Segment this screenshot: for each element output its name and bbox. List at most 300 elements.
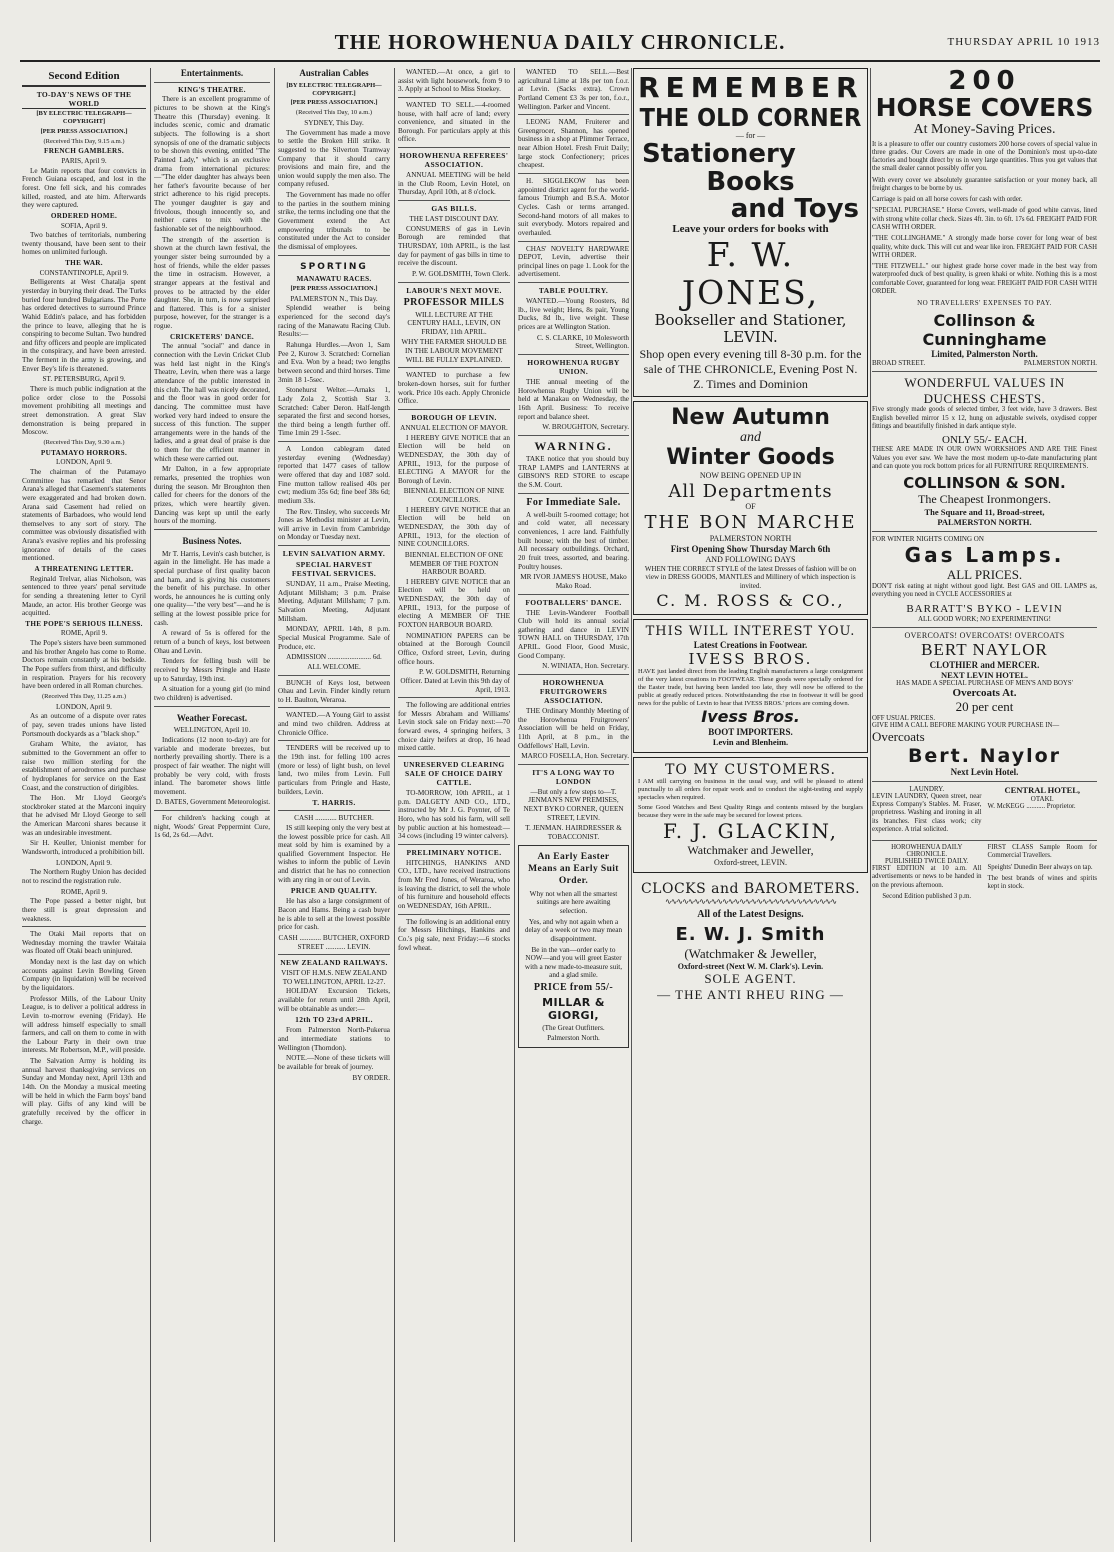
divider <box>518 493 629 494</box>
next-hotel: Next Levin Hotel. <box>950 766 1019 777</box>
advert-text: FIRST EDITION at 10 a.m. All advertisements or news to be handed in on the previous afternoon. <box>872 865 982 889</box>
divider <box>278 675 390 676</box>
old-corner-heading: THE OLD CORNER <box>639 102 862 132</box>
advert-text: NOTE.—None of these tickets will be available for break of journey. <box>278 1054 390 1071</box>
story-text: Le Matin reports that four convicts in French Guiana escaped, and lost in the forest. One fell sick, and his comrades killed, roasted, and ate him. Afterwards they were captured. <box>22 166 146 210</box>
first-opening: First Opening Show Thursday March 6th <box>670 543 831 554</box>
dateline: LONDON, April 9. <box>56 702 112 711</box>
cheapest-ironmongers: The Cheapest Ironmongers. <box>918 492 1051 507</box>
advert-text: CHAS' NOVELTY HARDWARE DEPOT, Levin, advertise their principal lines on page 1. Look for the advertisement. <box>518 244 629 279</box>
received-line: (Received This Day, 9.15 a.m.) <box>43 137 125 145</box>
levin-line: LEVIN. <box>723 327 778 346</box>
divider <box>872 840 1097 841</box>
oxford-street: Oxford-street, LEVIN. <box>713 858 788 868</box>
discount: 20 per cent <box>955 698 1014 714</box>
advert-text: "THE FITZWELL." our highest grade horse cover made in the best way from waterproofed duck of best quality, is green khaki or white. Nothing this is a most comfortable Cover, guaranteed for long wear. FREIGHT PAID FOR CASH WITH ORDER. <box>872 263 1097 295</box>
signature: MR IVOR JAMES'S HOUSE, Mako Mako Road. <box>520 573 627 590</box>
advert-subheading: VISIT OF H.M.S. NEW ZEALAND TO WELLINGTON, APRIL 12-27. <box>281 969 387 986</box>
leave-orders: Leave your orders for books with <box>672 223 829 236</box>
story-heading: CRICKETERS' DANCE. <box>169 332 255 341</box>
for-line: — for — <box>735 131 766 141</box>
divider <box>398 844 510 845</box>
cc-name: Collinson & Cunninghame <box>922 311 1047 350</box>
hotel-notice <box>988 844 1098 900</box>
footwear-line: Latest Creations in Footwear. <box>693 639 808 650</box>
story-text: Stonehurst Welter.—Arnaks 1, Lady Zola 2, Scottish Star 3. Scratched: Caber Deron. Half-length separated the first and second horses, the third being a length further off. Time 1min 29 1-5sec. <box>278 386 390 438</box>
dateline: WELLINGTON, April 10. <box>173 726 251 735</box>
story-text: The Rev. Tinsley, who succeeds Mr Jones as Methodist minister at Levin, will arrive in Levin from Cambridge on Monday or Tuesday next. <box>278 507 390 542</box>
glackin-advert <box>633 757 868 874</box>
advert-text: The following is an additional entry for Messrs Hitchings, Hankins and Co.'s pig sale, next Friday:—6 stocks fowl wheat. <box>398 917 510 952</box>
anti-rheu-ring: — THE ANTI RHEU RING — <box>657 987 844 1003</box>
new-autumn-heading: New Autumn <box>671 405 830 431</box>
divider <box>154 810 270 811</box>
advert-heading: PRELIMINARY NOTICE. <box>406 847 502 857</box>
kicker: [PER PRESS ASSOCIATION.] <box>290 99 378 107</box>
palmerston-line: PALMERSTON NORTH <box>709 533 792 543</box>
cc-address <box>872 359 1097 367</box>
received-line: (Received This Day, 10 a.m.) <box>295 109 373 117</box>
off-usual: OFF USUAL PRICES. <box>872 714 936 722</box>
advert-text: NOMINATION PAPERS can be obtained at the Borough Council Office, Oxford street, Levin, during office hours. <box>398 631 510 666</box>
give-call: GIVE HIM A CALL BEFORE MAKING YOUR PURCHASE IN— <box>872 721 1060 729</box>
dateline: ROME, April 9. <box>60 887 108 896</box>
ivess-text: HAVE just landed direct from the leading English manufacturers a large consignment of the very latest creations in FOOTWEAR. These goods were specially ordered for the Easter trade, but having been landed too late, they will now be offered to the public at greatly reduced prices. Notwithstanding the rise in footwear it will be good news for the public of Levin to hear that IVESS BROS.' prices are coming down. <box>638 668 863 707</box>
cash-butcher: CASH ............ BUTCHER, OXFORD STREET ........... LEVIN. <box>278 933 390 951</box>
story-text: There is much public indignation at the police order close to the Possolsi movement prohibiting all meetings and street demonstration. A great Slav demonstration is being prepared in Moscow. <box>22 385 146 437</box>
divider <box>398 147 510 148</box>
story-text: The Government has made a move to settle the Broken Hill strike. It suggested to the Silverton Tramway Company that it should carry provisions and main fire, and the union would supply the men also. The company refused. <box>278 128 390 189</box>
old-corner-advert <box>633 68 868 397</box>
published-twice: PUBLISHED TWICE DAILY. <box>885 858 969 866</box>
advert-heading: HOROWHENUA FRUITGROWERS ASSOCIATION. <box>539 677 608 705</box>
advert-text: WHY THE FARMER SHOULD BE IN THE LABOUR MOVEMENT WILL BE FULLY EXPLAINED. <box>401 338 507 364</box>
column-rule <box>631 68 632 1542</box>
advert-subheading: BIENNIAL ELECTION OF NINE COUNCILLORS. <box>403 487 505 505</box>
advert-text: CONSUMERS of gas in Levin Borough are reminded that THURSDAY, 10th APRIL, is the last day for payment of gas bills in time to receive the discount. <box>398 224 510 268</box>
smith-name: E. W. J. Smith <box>675 924 826 946</box>
column-classifieds <box>518 68 629 1542</box>
advert-text: Speights' Dunedin Beer always on tap. <box>987 863 1093 871</box>
story-text: Splendid weather is being experienced for the second day's racing of the Manawatu Racing Club. Results:— <box>278 304 390 339</box>
advert-subheading: BIENNIAL ELECTION OF ONE MEMBER OF THE FOXTON HARBOUR BOARD. <box>404 550 504 577</box>
bottom-notices <box>872 785 1097 837</box>
laundry-heading: LAUNDRY. <box>909 784 945 793</box>
advert-heading: LABOUR'S NEXT MOVE. <box>406 285 502 295</box>
following-days: AND FOLLOWING DAYS <box>705 554 796 564</box>
cc-limited: Limited, Palmerston North. <box>931 349 1038 360</box>
chests-heading: WONDERFUL VALUES IN DUCHESS CHESTS. <box>904 375 1065 406</box>
story-text: Tenders for felling bush will be received by Messrs Pringle and Haste up to Saturday, 19th inst. <box>154 657 270 683</box>
advert-heading: HOROWHENUA REFEREES' ASSOCIATION. <box>399 151 509 170</box>
story-text: As an outcome of a dispute over rates of pay, seven trades unions have listed Portsmouth dockyards as a "black shop." <box>22 712 146 738</box>
bottom-notices-2 <box>872 844 1097 900</box>
advert-heading: An Early Easter Means an Early Suit Order. <box>528 851 619 887</box>
section-heading: Australian Cables <box>299 68 369 78</box>
winter-goods-heading: Winter Goods <box>666 445 835 471</box>
advert-text: Carriage is paid on all horse covers for cash with order. <box>872 196 1023 204</box>
story-text: The chairman of the Putamayo Committee has remarked that Senor Arana's alleged that Casement's statements were exaggerated and had broken down. Arana said Casement had relied on statements of Barbadoes, who would lend themselves to any sort of story. The committee was obviously dissatisfied with Arana's evasive replies and his professing ignorance of details of the cases mentioned. <box>22 467 146 563</box>
firm-name: MILLAR & GIORGI, <box>542 996 605 1023</box>
departments-heading: All Departments <box>668 480 833 502</box>
divider <box>278 810 390 811</box>
divider <box>398 697 510 698</box>
advert-text: WANTED.—A Young Girl to assist and mind two children. Address at Chronicle Office. <box>278 711 390 737</box>
divider <box>398 97 510 98</box>
story-text: Graham White, the aviator, has submitted to the Government an offer to raise two million sterling for the establishment of aerodromes and purchase of hydroplanes for service on the East Coast, and the construction of dirigibles. <box>22 740 146 792</box>
story-text: A London cablegram dated yesterday evening (Wednesday) reported that 1477 cases of tallow were offered that day and 1087 sold. Fine mutton tallow realised 40s per cwt; medium 35s 6d; fine beef 38s 6d; medium 33s. <box>278 445 390 505</box>
column-rule <box>870 68 871 1542</box>
right-ads-column <box>872 68 1097 1542</box>
story-text: Mr T. Harris, Levin's cash butcher, is again in the limelight. He has made a special purchase of first quality bacon and ham, and is giving his customers the benefit of his purchase. In other words, he announces he is cutting only one quality—"the very best"—and he is selling at the lowest possible price for cash. <box>154 549 270 627</box>
otaki: OTAKI. <box>1030 794 1054 803</box>
column-rule <box>274 68 275 1542</box>
advert-text: ANNUAL MEETING will be held in the Club Room, Levin Hotel, on Thursday, April 10th, at 8 o'clock. <box>398 171 510 197</box>
story-heading: THE POPE'S SERIOUS ILLNESS. <box>25 619 143 628</box>
dateline: SYDNEY, This Day. <box>304 118 364 127</box>
story-text: The annual "social" and dance in connection with the Levin Cricket Club was held last night in the King's Theatre, Levin, when there was a large attendance of the public interested in this club. The hall was nicely decorated, and the floor was in good order for dancing. The committee must have worked very hard indeed to ensure the success of this function. The supper arrangements were in the hands of the ladies, and a great deal of praise is due to them for the efficient manner in which these were carried out. <box>154 342 270 463</box>
smith-address: Oxford-street (Next W. M. Clark's). Levin. <box>677 961 824 971</box>
divider <box>872 781 1097 782</box>
divider <box>278 441 390 442</box>
classified-ad <box>518 177 629 237</box>
advert-heading: IT'S A LONG WAY TO LONDON <box>532 767 615 786</box>
designs-line: All of the Latest Designs. <box>697 909 804 921</box>
divider <box>278 740 390 741</box>
clocks-heading: CLOCKS and BAROMETERS. <box>640 881 861 898</box>
advert-heading: SPECIAL HARVEST FESTIVAL SERVICES. <box>291 560 377 579</box>
advert-heading: UNRESERVED CLEARING SALE OF CHOICE DAIRY CATTLE. <box>403 760 505 787</box>
advert-text: THESE ARE MADE IN OUR OWN WORKSHOPS AND ARE THE Finest Values you ever saw. We have the most modern up-to-date manufacturing plant and can quote you rock bottom prices for all FURNITURE REQUIREMENTS. <box>872 446 1097 470</box>
signature: P. W. GOLDSMITH, Town Clerk. <box>412 269 510 278</box>
bon-marche-name: THE BON MARCHE <box>644 512 857 534</box>
section-heading: Entertainments. <box>180 68 244 78</box>
divider <box>278 545 390 546</box>
advert-text: The best brands of wines and spirits kept in stock. <box>987 874 1097 891</box>
column-entertainments <box>154 68 270 1542</box>
ivess-advert <box>633 619 868 753</box>
masthead <box>20 30 1100 60</box>
classified-ad <box>398 68 510 94</box>
customers-text: Some Good Watches and Best Quality Rings and contents missed by the burglars because they were in the safe may be secured for lowest prices. <box>638 803 863 819</box>
story-text: There is an excellent programme of pictures to be shown at the King's Theatre this (Thursday) evening. It includes scenic, comic and dramatic subjects. The following is a short synopsis of one of the dramatic subjects to be shown this evening, entitled "The Painted Lady," which is an exclusive drama from international pictures:—"The elder daughter has always been her father's favourite because of her strict adherence to his rigid precepts. The younger daughter is gay and frivolous, though innocently so, and neither cares to mix with the fashionable set of the neighbourhood. <box>154 95 270 234</box>
advert-text: "SPECIAL PURCHASE." Horse Covers, well-made of good white canvas, lined with strong white collar check. Sizes 4ft. 3in. to 6ft. 17s 6d. FREIGHT PAID FOR CASH WITH ORDER. <box>872 207 1097 232</box>
story-heading: A THREATENING LETTER. <box>34 565 134 573</box>
sole-agent: SOLE AGENT. <box>704 971 797 987</box>
overcoats-banner: OVERCOATS! OVERCOATS! OVERCOATS <box>904 630 1065 640</box>
advert-heading: HOROWHENUA RUGBY UNION. <box>527 357 620 376</box>
classified-ad <box>518 245 629 280</box>
divider <box>518 173 629 174</box>
horse-covers-advert <box>872 68 1097 367</box>
column-world-news <box>22 68 146 1542</box>
story-text: Mr Dalton, in a few appropriate remarks, presented the trophies won during the season. Mr Broughton then called for cheers for the donors of the prizes, which were heartily given. Dancing was kept up until the early hours of the morning. <box>154 465 270 526</box>
story-text: The Pope's sisters have been summoned and his brother Angelo has come to Rome. Doctors remain constantly at his bedside. The Pope suffers from thirst, and difficulty in respiration. Prayers for his recovery have been ordered in all Roman churches. <box>22 639 146 691</box>
advert-text: Five strongly made goods of selected timber, 3 feet wide, have 3 drawers. Best English bevelled mirror 15 x 12, hung on adjustable swivels, oxydised copper fittings and beautifully finished in dark antique style. <box>872 406 1097 431</box>
story-heading: THE WAR. <box>65 259 103 268</box>
advert-text: IS still keeping only the very best at the lowest possible price for cash. All meat sold by him is examined by a qualified Government Inspector. He wishes to inform the public of Levin and district that he has no connection with any ring in or out of Levin. <box>278 823 390 884</box>
central-hotel-advert <box>988 785 1098 837</box>
stationery-heading: Stationery <box>642 139 796 170</box>
advert-heading: NEW ZEALAND RAILWAYS. <box>280 958 388 968</box>
advert-text: He has also a large consignment of Bacon and Hams. Being a cash buyer he is able to sell at the lowest possible price for cash. <box>278 897 390 932</box>
bert-naylor-logo: Bert. Naylor <box>907 744 1062 767</box>
advert-text: A well-built 5-roomed cottage; hot and cold water, all necessary conveniences, 1 acre land. Faithfully built house; with the best of timber. All necessary outbuildings. Orchard, 20 fruit trees, assorted, and bearing. Poultry houses. <box>518 510 629 571</box>
watchmaker-line: (Watchmaker & Jeweller, <box>684 945 817 961</box>
advert-text: I HEREBY GIVE NOTICE that an Election will be held on WEDNESDAY, the 30th day of APRIL, 1913, for the election of NINE COUNCILLORS. <box>398 505 510 549</box>
divider <box>872 627 1097 628</box>
palmerston-north: PALMERSTON NORTH. <box>1023 359 1097 368</box>
story-text: Professor Mills, of the Labour Unity League, is to deliver a political address in Levin to-morrow evening (Friday). He will address himself especially to small farmers, and call on them to come in with the Labour Party in their own true interests. Mr Robertson, M.P., will preside. <box>22 994 146 1055</box>
dateline: ROME, April 9. <box>60 629 108 638</box>
classified-ad <box>398 371 510 406</box>
story-text: Monday next is the last day on which accounts against Levin Bowling Green Company (in liquidation) will be received by the liquidators. <box>22 958 146 992</box>
story-heading: ORDERED HOME. <box>50 211 118 220</box>
palmerston-north: PALMERSTON NORTH. <box>937 517 1032 528</box>
story-text: Rahunga Hurdles.—Avon 1, Sam Pee 2, Kurow 3. Scratched: Cornelian and Eva. Won by a head; two lengths between second and third horses. Time 3min 18 1-5sec. <box>278 341 390 384</box>
gas-lamps-advert <box>872 535 1097 623</box>
story-text: Sir H. Keuller, Unionist member for Wandsworth, introduced a prohibition bill. <box>22 839 146 857</box>
section-heading: TO-DAY'S NEWS OF THE WORLD <box>22 90 146 109</box>
glackin-name: F. J. GLACKIN, <box>662 819 839 844</box>
toys-heading: and Toys <box>730 193 859 224</box>
bon-marche-advert <box>633 401 868 615</box>
advert-text: THE Levin-Wanderer Football Club will hold its annual social gathering and dance in LEVIN TOWN HALL on THURSDAY, 17th APRIL. Good Floor, Good Music, Good Company. <box>518 608 629 660</box>
overcoats-heading: Overcoats <box>872 728 925 744</box>
dateline: LONDON, April 9. <box>56 858 112 867</box>
received-line: (Received This Day, 11.25 a.m.) <box>41 692 127 700</box>
next-hotel: NEXT LEVIN HOTEL. <box>941 669 1028 680</box>
only-price: ONLY 55/- EACH. <box>942 434 1027 447</box>
advert-text: MONDAY, APRIL 14th, 8 p.m. Special Musical Programme. Sale of Produce, etc. <box>278 625 390 651</box>
story-text: A situation for a young girl (to mind two children) is advertised. <box>154 685 270 702</box>
clothier: CLOTHIER and MERCER. <box>929 659 1040 670</box>
masthead-rule <box>20 60 1100 62</box>
classified-ad <box>398 101 510 144</box>
kicker: [BY ELECTRIC TELEGRAPH—COPYRIGHT] <box>36 110 132 125</box>
interest-heading: THIS WILL INTEREST YOU. <box>645 624 856 640</box>
story-text: The Hon. Mr Lloyd George's stockbroker stated at the Marconi inquiry that he advised Mr Lloyd George to sell the American Marconi shares because it was an undesirable investment. <box>22 794 146 837</box>
received-line: (Received This Day, 9.30 a.m.) <box>43 438 125 446</box>
customers-text: I AM still carrying on business in the usual way, and will be pleased to attend punctually to all orders for repair work and to conduct the sight-testing and supply spectacles when required. <box>638 778 863 801</box>
central-hotel: CENTRAL HOTEL, <box>1004 784 1081 795</box>
advert-text: LEONG NAM, Fruiterer and Greengrocer, Shannon, has opened business in a shop at Plimmer Terrace, near Albion Hotel. Fresh Fruit Daily; large stock Confectionery; prices cheapest. <box>518 118 629 170</box>
chronicle-name: HOROWHENUA DAILY CHRONICLE. <box>891 844 963 859</box>
issue-date: THURSDAY APRIL 10 1913 <box>947 36 1100 48</box>
classified-ad <box>518 118 629 170</box>
divider <box>518 594 629 595</box>
overcoats-at: Overcoats At. <box>952 686 1017 699</box>
column-australian-cables <box>278 68 390 1542</box>
price: PRICE from 55/- <box>533 982 614 994</box>
ivess-logo: Ivess Bros. <box>701 707 800 727</box>
broad-street: BROAD STREET. <box>872 359 926 368</box>
advert-text: Why not when all the smartest suitings are here awaiting selection. <box>529 889 618 915</box>
advert-heading: TABLE POULTRY. <box>538 286 609 296</box>
advert-text: WANTED.—At once, a girl to assist with light housework, from 9 to 3. Apply at School to Miss Stoekey. <box>398 68 510 94</box>
advert-text: FIRST CLASS Sample Room for Commercial Travellers. <box>987 844 1097 860</box>
newspaper-title: THE HOROWHENUA DAILY CHRONICLE. <box>334 30 786 54</box>
advert-heading: For Immediate Sale. <box>526 496 621 508</box>
no-travellers: NO TRAVELLERS' EXPENSES TO PAY. <box>917 299 1052 308</box>
advert-text: SUNDAY, 11 a.m., Praise Meeting, Adjutant Millsham; 3 p.m. Praise Meeting, Adjutant Millsham; 7 p.m. Salvation Meeting, Adjutant Millsham. <box>278 580 390 623</box>
books-heading: Books <box>706 166 795 197</box>
wavy-rule: ∿∿∿∿∿∿∿∿∿∿∿∿∿∿∿∿∿∿∿∿∿∿∿∿∿∿∿∿∿∿ <box>664 897 837 907</box>
advert-text: From Palmerston North-Pukerua and intermediate stations to Wellington (Thorndon). <box>278 1026 390 1052</box>
advert-text: Be in the van—order early to NOW—and you will greet Easter with a new made-to-measure suit, and a glad smile. <box>524 945 623 980</box>
advert-text: HOLIDAY Excursion Tickets, available for return until 28th April, will be obtainable as under:— <box>278 987 390 1013</box>
millar-giorgi-advert <box>518 845 629 1048</box>
gas-lamps-heading: Gas Lamps. <box>904 543 1065 568</box>
chronicle-notice <box>872 844 982 900</box>
advert-text: DON'T risk eating at night without good light. Best GAS and OIL LAMPS as, everything you need in CYCLE ACCESSORIES at <box>872 583 1097 599</box>
divider <box>278 707 390 708</box>
advert-text: LEVIN LAUNDRY, Queen street, near Express Company's Stables. M. Fraser, proprietress. Washing and ironing in all its branches. First class work; city experience. A trial solicited. <box>872 792 982 833</box>
dateline: ST. PETERSBURG, April 9. <box>42 375 126 384</box>
signature: W. BROUGHTON, Secretary. <box>542 423 629 432</box>
bert-naylor-advert <box>872 631 1097 777</box>
dateline: PALMERSTON N., This Day. <box>290 294 378 303</box>
advert-heading: GAS BILLS. <box>431 204 477 214</box>
second-edition: Second Edition published 3 p.m. <box>882 892 972 900</box>
advert-heading: PROFESSOR MILLS <box>403 296 505 308</box>
divider <box>278 954 390 955</box>
story-text: Belligerents at West Chatalja spent yesterday in burying their dead. The Turks buried four hundred Bulgarians. The Porte has ordered detectives to surround Prince Wahid Eddin's palace, and has forbidden the prince to leave, alleging that he is conspiring to become Sultan. Two hundred and fifty officers and people are implicated in the conspiracy, and have been arrested. The ferment in the army is growing, and Enver Bey's life is threatened. <box>22 278 146 373</box>
signature: P. W. GOLDSMITH, Returning Officer. Dated at Levin this 9th day of April, 1913. <box>400 668 510 694</box>
purchase-line: HAS MADE A SPECIAL PURCHASE OF MEN'S AND BOYS' <box>896 679 1073 687</box>
divider <box>154 82 270 83</box>
firm-location: Palmerston North. <box>547 1034 600 1043</box>
display-ads-column <box>633 68 868 1542</box>
advert-text: WILL LECTURE AT THE CENTURY HALL, LEVIN, ON FRIDAY, 11th APRIL. <box>407 310 501 336</box>
advert-text: WANTED TO SELL.—Best agricultural Lime at 18s per ton f.o.r. at Levin. (Sacks extra). Crown Portland Cement £3 3s per ton, f.o.r., Wellington. Parker and Vincent. <box>518 68 629 111</box>
divider <box>518 282 629 283</box>
divider <box>154 706 270 707</box>
divider <box>398 282 510 283</box>
signature: C. S. CLARKE, 10 Molesworth Street, Wellington. <box>536 333 629 351</box>
story-heading: PUTAMAYO HORRORS. <box>40 448 128 457</box>
advert-text: THE Ordinary Monthly Meeting of the Horowhenua Fruitgrowers' Association will be held on Friday, 11th April, at 8 p.m., in the Oddfellows' Hall, Levin. <box>518 706 629 750</box>
divider <box>398 914 510 915</box>
opened-line: NOW BEING OPENED UP IN <box>699 470 802 480</box>
advert-heading: LEVIN SALVATION ARMY. <box>282 549 386 559</box>
divider <box>154 529 270 530</box>
classified-ad <box>518 68 629 111</box>
kicker: [PER PRESS ASSOCIATION.] <box>40 127 128 135</box>
barratt-byko: BARRATT'S BYKO - LEVIN <box>906 602 1063 615</box>
welcome: ALL WELCOME. <box>307 662 361 671</box>
advert-text: Yes, and why not again when a delay of a week or two may mean disappointment. <box>524 917 623 943</box>
advert-text: The following are additional entries for Messrs Abraham and Williams' Levin stock sale on Friday next:—70 forward ewes, 4 springing heifers, 3 choice dairy heifers at drop, 16 head mixed cattle. <box>398 701 510 753</box>
advert-text: WANTED TO SELL.—4-roomed house, with half acre of land; every convenience, and situated in the Borough. For particulars apply at this office. <box>398 100 510 144</box>
dateline: CONSTANTINOPLE, April 9. <box>39 268 129 277</box>
firm-tagline: (The Great Outfitters. <box>542 1024 605 1033</box>
bookseller-line: Bookseller and Stationer, <box>654 311 847 330</box>
divider <box>398 367 510 368</box>
advert-heading: BOROUGH OF LEVIN. <box>411 412 497 422</box>
watchmaker-line: Watchmaker and Jeweller, <box>687 843 814 858</box>
story-text: Reginald Trelvar, alias Nicholson, was sentenced to three years' penal servitude for sending a threatening letter to Cyril Maude, an actor. His brother George was acquitted. <box>22 574 146 618</box>
story-text: The strength of the assertion is shown at the church lawn festival, the younger sister being surrounded by a host of friends, while the elder passes the time in ostracism. However, a stranger appears at the festival and proves to be attracted by the elder daughter. She, in turn, is now surprised and flattered. This is for a sinister purpose, however, for the stranger is a rogue. <box>154 235 270 331</box>
divider <box>22 926 146 927</box>
money-saving: At Money-Saving Prices. <box>913 121 1056 137</box>
advert-heading: FOOTBALLERS' DANCE. <box>525 597 622 607</box>
section-heading: Business Notes. <box>182 535 242 546</box>
divider <box>872 371 1097 372</box>
square-address: The Square and 11, Broad-street, <box>924 507 1045 518</box>
advert-text: HITCHINGS, HANKINS AND CO., LTD., have received instructions from Mr Fred Jones, of Weraroa, who is leaving the district, to sell the whole of his furniture and household effects on WEDNESDAY, 16th APRIL. <box>398 858 510 911</box>
divider <box>398 756 510 757</box>
warning-heading: WARNING. <box>534 438 613 453</box>
story-text: The Government has made no offer to the parties in the southern mining strike, the terms including one that the Government extend the Act empowering tribunals to be constituted under the Act to consider the dismissal of employees. <box>278 191 390 251</box>
story-text: Indications (12 noon to-day) are for variable and moderate breezes, but northerly prevailing shortly. There is a prospect of fair weather. The night will probably be very cold, with frosts inland. The barometer shows little movement. <box>154 735 270 796</box>
ivess-locations: Levin and Blenheim. <box>712 737 789 748</box>
divider <box>518 114 629 115</box>
customers-heading: TO MY CUSTOMERS. <box>665 761 836 778</box>
advert-text: I HEREBY GIVE NOTICE that an Election will be held on WEDNESDAY, the 30th day of APRIL, 1913, for the purpose of ELECTING A MAYOR for the Borough of Levin. <box>398 433 510 485</box>
advert-text: I HEREBY GIVE NOTICE that an Election will be held on WEDNESDAY, the 30th day of APRIL, 1913, for the purpose of electing A MEMBER OF THE FOXTON HARBOUR BOARD. <box>398 577 510 630</box>
advert-text: H. SIGGLEKOW has been appointed district agent for the world-famous Triumph and B.S.A. Motor Cycles. Cash or terms arranged. Second-hand motors of all makes to suit everybody. Motors repaired and overhauled. <box>518 177 629 237</box>
smith-advert <box>633 877 868 1007</box>
shop-hours: Shop open every evening till 8-30 p.m. for the sale of THE CHRONICLE, Evening Post N. Z. Times and Dominion <box>639 347 862 392</box>
advert-text: It is a pleasure to offer our country customers 200 horse covers of special value in three grades. Our Covers are made in one of the Dominion's most up-to-date factories and bought direct by us in very large quantities. Thus you get values that the small dealer cannot possibly offer you. <box>872 140 1097 173</box>
advert-text: "THE COLLINGHAME." A strongly made horse cover for long wear of best quality, white duck. This will cut and wear like iron. FREIGHT PAID FOR CASH WITH ORDER. <box>872 235 1097 259</box>
section-heading: Weather Forecast. <box>176 712 248 723</box>
all-prices: ALL PRICES. <box>946 567 1023 583</box>
edition-heading: Second Edition <box>22 70 146 87</box>
signature: D. BATES, Government Meteorologist. <box>155 798 270 807</box>
winter-nights: FOR WINTER NIGHTS COMING ON <box>872 535 984 544</box>
column-rule <box>514 68 515 1542</box>
collinson-son: COLLINSON & SON. <box>903 474 1066 493</box>
story-text: The Salvation Army is holding its annual harvest thanksgiving services on Sunday and Monday next, April 13th and 14th. On the Monday a musical meeting will be held in which the Farm boys' band will play. Gifts of any kind will be gratefully received by the officer in charge. <box>22 1057 146 1126</box>
ross-name: C. M. ROSS & CO., <box>656 590 845 610</box>
divider <box>518 241 629 242</box>
advert-signature: T. HARRIS. <box>312 798 356 808</box>
dateline: PARIS, April 9. <box>61 157 107 166</box>
proprietor: W. McKEGG ........... Proprietor. <box>987 802 1076 810</box>
advert-text: TENDERS will be received up to the 19th inst. for felling 100 acres (more or less) of light bush, on level land, two miles from Levin. Full particulars from Pringle and Haste, builders, Levin. <box>278 744 390 796</box>
advert-text: BUNCH of Keys lost, between Ohau and Levin. Finder kindly return to H. Baulton, Weraroa. <box>278 678 390 704</box>
advert-heading: 12th TO 23rd APRIL. <box>295 1015 373 1025</box>
kicker: [PER PRESS ASSOCIATION.] <box>290 285 378 293</box>
bert-naylor-name: BERT NAYLOR <box>921 639 1048 659</box>
story-text: The Pope passed a better night, but there still is great depression and weakness. <box>22 897 146 923</box>
admission: ADMISSION ........................ 6d. <box>286 653 382 662</box>
story-text: Two batches of territorials, numbering twenty thousand, have been sent to their homes on unlimited furlough. <box>22 231 146 257</box>
cash-butcher: CASH ............ BUTCHER. <box>294 814 374 823</box>
two-hundred: 200 <box>948 68 1021 96</box>
signature: BY ORDER. <box>352 1073 390 1082</box>
divider <box>518 674 629 675</box>
advert-subheading: THE LAST DISCOUNT DAY. <box>409 215 499 224</box>
correct-style: WHEN THE CORRECT STYLE of the latest Dresses of fashion will be on view in DRESS GOODS, MANTLES and Millinery of which inspection is invited. <box>644 564 857 591</box>
story-text: A reward of 5s is offered for the return of a bunch of keys, lost between Ohau and Levin. <box>154 629 270 655</box>
advert-text: WANTED.—Young Roosters, 8d lb., live weight; Hens, 8s pair, Young Ducks, 8d lb., live weight. These prices are at Wellington Station. <box>518 297 629 332</box>
divider <box>518 354 629 355</box>
story-heading: MANAWATU RACES. <box>296 275 372 284</box>
dateline: SOFIA, April 9. <box>60 221 108 230</box>
signature: N. WINIATA, Hon. Secretary. <box>542 662 629 671</box>
advert-heading: PRICE AND QUALITY. <box>290 886 378 896</box>
divider <box>518 435 629 436</box>
remember-heading: REMEMBER <box>638 71 864 104</box>
story-heading: FRENCH GAMBLERS. <box>44 147 124 156</box>
laundry-advert <box>872 785 982 837</box>
boot-importers: BOOT IMPORTERS. <box>708 726 793 737</box>
divider <box>518 764 629 765</box>
advert-text: TAKE notice that you should buy TRAP LAMPS and LANTERNS at GIBSON'S RED STORE to escape the S.M. Court. <box>518 455 629 490</box>
